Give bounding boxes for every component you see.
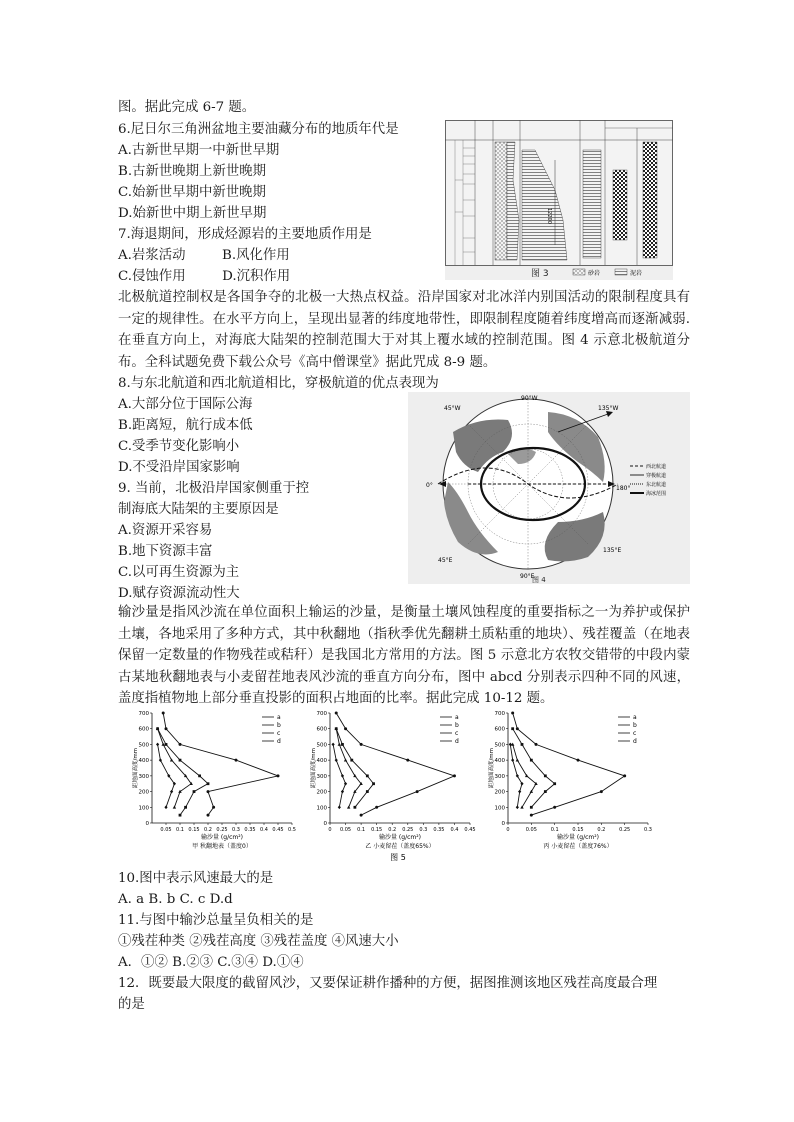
data-point-b xyxy=(511,727,514,730)
data-point-b xyxy=(530,759,533,762)
data-point-a xyxy=(535,743,538,746)
legend-label-c: c xyxy=(277,730,281,737)
y-tick-label: 600 xyxy=(494,726,505,733)
x-tick-label: 0.35 xyxy=(433,827,445,833)
q6-option-c: C.始新世早期中新世晚期 xyxy=(118,185,266,200)
q7-stem: 7.海退期间，形成烃源岩的主要地质作用是 xyxy=(118,227,372,242)
y-tick-label: 700 xyxy=(316,711,327,717)
legend-label-a: a xyxy=(633,714,637,721)
q9-option-c: C.以可再生资源为主 xyxy=(118,565,240,580)
data-point-a xyxy=(553,806,556,809)
data-point-b xyxy=(553,782,556,785)
y-tick-label: 500 xyxy=(316,742,327,749)
q11-stem: 11.与图中输沙总量呈负相关的是 xyxy=(118,913,314,928)
y-tick-label: 0 xyxy=(145,821,149,827)
data-point-a xyxy=(453,774,456,777)
data-point-b xyxy=(366,790,369,793)
data-point-b xyxy=(184,806,187,809)
x-tick-label: 0.1 xyxy=(176,827,184,833)
x-tick-label: 0.45 xyxy=(272,827,284,833)
q6-option-b: B.古新世晚期上新世晚期 xyxy=(118,164,267,179)
data-point-a xyxy=(360,743,363,746)
x-tick-label: 0.4 xyxy=(260,827,268,833)
q7-option-c: C.侵蚀作用 xyxy=(118,269,186,284)
data-point-a xyxy=(577,759,580,762)
data-point-d xyxy=(518,790,521,794)
map-label-left: 0° xyxy=(426,482,433,489)
x-axis-label: 输沙量 (g/cm²) xyxy=(379,834,421,841)
data-point-a xyxy=(360,814,363,817)
x-tick-label: 0.05 xyxy=(525,827,537,833)
x-tick-label: 0.3 xyxy=(644,827,652,833)
q8-option-a: A.大部分位于国际公海 xyxy=(118,397,253,412)
map-label-bottom: 90°E xyxy=(520,573,535,580)
data-point-a xyxy=(165,727,168,730)
legend-label-c: c xyxy=(633,730,637,737)
q7-options-cd xyxy=(118,268,290,286)
chart-panel-甲 xyxy=(131,711,296,850)
data-point-b xyxy=(341,743,344,746)
y-tick-label: 600 xyxy=(138,726,149,733)
data-point-a xyxy=(406,759,409,762)
x-tick-label: 0.15 xyxy=(572,827,584,833)
y-axis-label: 距地面高度/mm xyxy=(489,747,495,789)
figure-3-caption: 图 3 xyxy=(531,269,549,279)
data-point-a xyxy=(511,712,514,715)
y-tick-label: 400 xyxy=(494,758,505,765)
y-tick-label: 500 xyxy=(494,742,505,749)
map-label-bottom-left: 45°E xyxy=(438,557,453,564)
x-tick-label: 0.1 xyxy=(550,827,559,833)
y-tick-label: 100 xyxy=(138,805,149,812)
map-label-bottom-right: 135°E xyxy=(603,547,622,554)
data-point-b xyxy=(165,743,168,746)
data-point-a xyxy=(530,814,533,817)
passage-arctic: 北极航道控制权是各国争夺的北极一大热点权益。沿岸国家对北冰洋内别国活动的限制程度具有一定的规律性。在水平方向上，呈现出显著的纬度地带性，即限制程度随着纬度增高而逐渐减弱. 在垂直方向上，对海底大陆架的控制范围大于对其上覆水域的控制范围。图 4 示意北极航道分布。全科试题免费下载公众号《高中僧课堂》据此咒成 8-9 题。 xyxy=(118,290,690,370)
legend-label-b: b xyxy=(277,722,281,729)
panel-subtitle: 丙 小麦留茬（盖度76%） xyxy=(543,843,613,850)
depth-label: 12200 xyxy=(546,208,552,224)
x-tick-label: 0.4 xyxy=(450,827,459,833)
data-point-a xyxy=(344,727,347,730)
data-point-b xyxy=(544,774,547,777)
series-line-a xyxy=(163,713,281,815)
data-point-b xyxy=(179,814,182,817)
y-tick-label: 300 xyxy=(316,773,327,780)
y-tick-label: 100 xyxy=(494,805,505,812)
y-tick-label: 0 xyxy=(323,821,327,827)
data-point-d xyxy=(338,805,341,809)
data-point-b xyxy=(179,759,182,762)
legend-sea-ice: 海冰范围 xyxy=(646,491,667,497)
data-point-a xyxy=(162,712,165,715)
legend-label-c: c xyxy=(455,730,459,737)
figure-4-caption: 图 4 xyxy=(532,576,546,584)
x-tick-label: 0.2 xyxy=(204,827,212,833)
x-tick-label: 0.05 xyxy=(160,827,172,833)
q7-option-d: D.沉积作用 xyxy=(222,269,291,284)
data-point-d xyxy=(156,743,159,747)
data-point-d xyxy=(335,758,338,762)
data-point-d xyxy=(344,782,347,786)
y-tick-label: 0 xyxy=(501,821,505,827)
figure-5-charts xyxy=(128,705,668,865)
data-point-a xyxy=(335,712,338,715)
data-point-a xyxy=(600,790,603,793)
legend-label-a: a xyxy=(455,714,459,721)
data-point-b xyxy=(353,806,356,809)
panel-subtitle: 乙 小麦留茬（盖度65%） xyxy=(365,843,435,850)
series-line-d xyxy=(158,744,175,807)
data-point-d xyxy=(341,774,344,778)
data-point-a xyxy=(179,743,182,746)
legend-sandstone: 砂岩 xyxy=(588,270,601,277)
q11-options: A．①② B.②③ C.③④ D.①④ xyxy=(118,955,304,970)
q7-option-a: A.岩浆活动 xyxy=(118,248,186,263)
x-tick-label: 0 xyxy=(328,827,332,833)
chart-panel-丙 xyxy=(487,711,652,850)
data-point-b xyxy=(350,759,353,762)
chart-panel-乙 xyxy=(309,711,476,850)
q8-option-c: C.受季节变化影响小 xyxy=(118,439,240,454)
intro-text: 图。据此完成 6-7 题。 xyxy=(118,100,256,115)
legend-label-a: a xyxy=(277,714,281,721)
y-tick-label: 200 xyxy=(316,789,327,796)
data-point-d xyxy=(511,758,514,762)
x-tick-label: 0.25 xyxy=(619,827,631,833)
map-label-right: 180° xyxy=(616,485,631,492)
legend-northeast: 东北航道 xyxy=(646,482,667,488)
data-point-c xyxy=(516,758,519,761)
legend-label-d: d xyxy=(633,738,637,745)
data-point-a xyxy=(416,790,419,793)
data-point-a xyxy=(235,759,238,762)
q8-option-d: D.不受沿岸国家影响 xyxy=(118,460,240,475)
data-point-d xyxy=(341,790,344,794)
data-point-b xyxy=(198,774,201,777)
data-point-b xyxy=(193,790,196,793)
data-point-d xyxy=(332,743,335,747)
data-point-b xyxy=(544,790,547,793)
data-point-a xyxy=(375,806,378,809)
y-tick-label: 700 xyxy=(494,711,505,717)
q10-stem: 10.图中表示风速最大的是 xyxy=(118,871,274,886)
y-tick-label: 400 xyxy=(138,758,149,765)
y-tick-label: 300 xyxy=(494,773,505,780)
y-axis-label: 距地面高度/mm xyxy=(133,747,139,789)
legend-mudstone: 泥岩 xyxy=(630,270,643,277)
y-tick-label: 300 xyxy=(138,773,149,780)
q9-stem-line2: 制海底大陆架的主要原因是 xyxy=(118,502,279,517)
data-point-a xyxy=(207,790,210,793)
panel-subtitle: 甲 秋翻地表（盖度0） xyxy=(192,843,252,850)
q12-stem-line2: 的是 xyxy=(118,997,145,1012)
x-tick-label: 0.15 xyxy=(188,827,200,833)
q7-option-b: B.风化作用 xyxy=(222,248,290,263)
x-axis-label: 输沙量 (g/cm²) xyxy=(201,834,243,841)
data-point-a xyxy=(277,774,280,777)
q6-option-a: A.古新世早期一中新世早期 xyxy=(118,143,280,158)
series-line-b xyxy=(158,729,208,815)
y-tick-label: 700 xyxy=(138,711,149,717)
q8-stem: 8.与东北航道和西北航道相比，穿极航道的优点表现为 xyxy=(118,376,439,391)
series-line-c xyxy=(158,729,192,808)
q6-option-d: D.始新世中期上新世早期 xyxy=(118,206,267,221)
q9-option-a: A.资源开采容易 xyxy=(118,523,213,538)
map-label-top-right: 135°W xyxy=(598,405,619,412)
map-label-top: 90°W xyxy=(521,395,538,402)
data-point-b xyxy=(372,782,375,785)
map-label-top-left: 45°W xyxy=(444,405,461,412)
series-line-a xyxy=(336,713,454,815)
x-tick-label: 0.05 xyxy=(339,827,352,833)
q7-options-ab xyxy=(118,247,290,265)
figure-3-stratigraphic-column xyxy=(445,120,673,280)
data-point-c xyxy=(162,743,165,746)
x-tick-label: 0.15 xyxy=(371,827,383,833)
data-point-d xyxy=(170,790,173,794)
data-point-c xyxy=(173,805,176,808)
x-axis-label: 输沙量 (g/cm²) xyxy=(557,834,599,841)
q10-options: A. a B. b C. c D.d xyxy=(118,892,233,907)
data-point-b xyxy=(366,774,369,777)
data-point-b xyxy=(207,782,210,785)
y-tick-label: 500 xyxy=(138,742,149,749)
series-line-a xyxy=(513,713,625,815)
legend-label-b: b xyxy=(633,722,637,729)
y-tick-label: 100 xyxy=(316,805,327,812)
data-point-a xyxy=(212,806,215,809)
q9-option-b: B.地下资源丰富 xyxy=(118,544,213,559)
legend-label-b: b xyxy=(455,722,459,729)
data-point-a xyxy=(623,774,626,777)
x-tick-label: 0.5 xyxy=(288,827,296,833)
x-tick-label: 0.3 xyxy=(232,827,240,833)
data-point-d xyxy=(516,805,519,809)
y-tick-label: 400 xyxy=(316,758,327,765)
figure-4-arctic-map xyxy=(408,392,690,584)
data-point-c xyxy=(347,805,350,808)
data-point-b xyxy=(530,806,533,809)
data-point-a xyxy=(207,814,210,817)
data-point-d xyxy=(164,805,167,809)
legend-label-d: d xyxy=(277,738,281,745)
q9-stem-line1: 9. 当前，北极沿岸国家侧重于控 xyxy=(118,481,310,496)
figure-5-caption: 图 5 xyxy=(390,853,406,862)
y-tick-label: 200 xyxy=(494,789,505,796)
x-tick-label: 0.35 xyxy=(244,827,256,833)
y-axis-label: 距地面高度/mm xyxy=(311,747,317,789)
x-tick-label: 0.25 xyxy=(402,827,414,833)
x-tick-label: 0.45 xyxy=(464,827,476,833)
x-tick-label: 0.3 xyxy=(419,827,428,833)
x-tick-label: 0.25 xyxy=(216,827,228,833)
q6-stem: 6.尼日尔三角洲盆地主要油藏分布的地质年代是 xyxy=(118,122,399,137)
q11-items: ①残茬种类 ②残茬高度 ③残茬盖度 ④风速大小 xyxy=(118,934,399,949)
q12-stem-line1: 12．既要最大限度的截留风沙，又要保证耕作播种的方便，据图推测该地区残茬高度最合理 xyxy=(118,976,658,991)
q9-option-d: D.赋存资源流动性大 xyxy=(118,586,240,601)
y-tick-label: 200 xyxy=(138,789,149,796)
x-tick-label: 0.2 xyxy=(597,827,606,833)
x-tick-label: 0.2 xyxy=(388,827,397,833)
y-tick-label: 600 xyxy=(316,726,327,733)
passage-sand: 输沙量是指风沙流在单位面积上输运的沙量，是衡量土壤风蚀程度的重要指标之一为养护或保护土壤，各地采用了多种方式，其中秋翻地（指秋季优先翻耕土质粘重的地块）、残茬覆盖（在地表保留一定数量的作物残茬或秸秆）是我国北方常用的方法。图 5 示意北方农牧交错带的中段内蒙古某地秋翻地表与小麦留茬地表风沙流的垂直方向分布，图中 abcd 分别表示四种不同的风速，盖度指植物地上部分垂直投影的面积占地面的比率。据此完成 10-12 题。 xyxy=(118,605,690,706)
data-point-c xyxy=(338,743,341,746)
legend-label-d: d xyxy=(455,738,459,745)
x-tick-label: 0.1 xyxy=(357,827,366,833)
data-point-b xyxy=(521,743,524,746)
q8-option-b: B.距离短，航行成本低 xyxy=(118,418,253,433)
legend-northwest: 西北航道 xyxy=(646,464,667,470)
x-tick-label: 0 xyxy=(506,827,510,833)
data-point-c xyxy=(344,758,347,761)
legend-transpolar: 穿极航道 xyxy=(646,473,667,479)
data-point-a xyxy=(516,727,519,730)
